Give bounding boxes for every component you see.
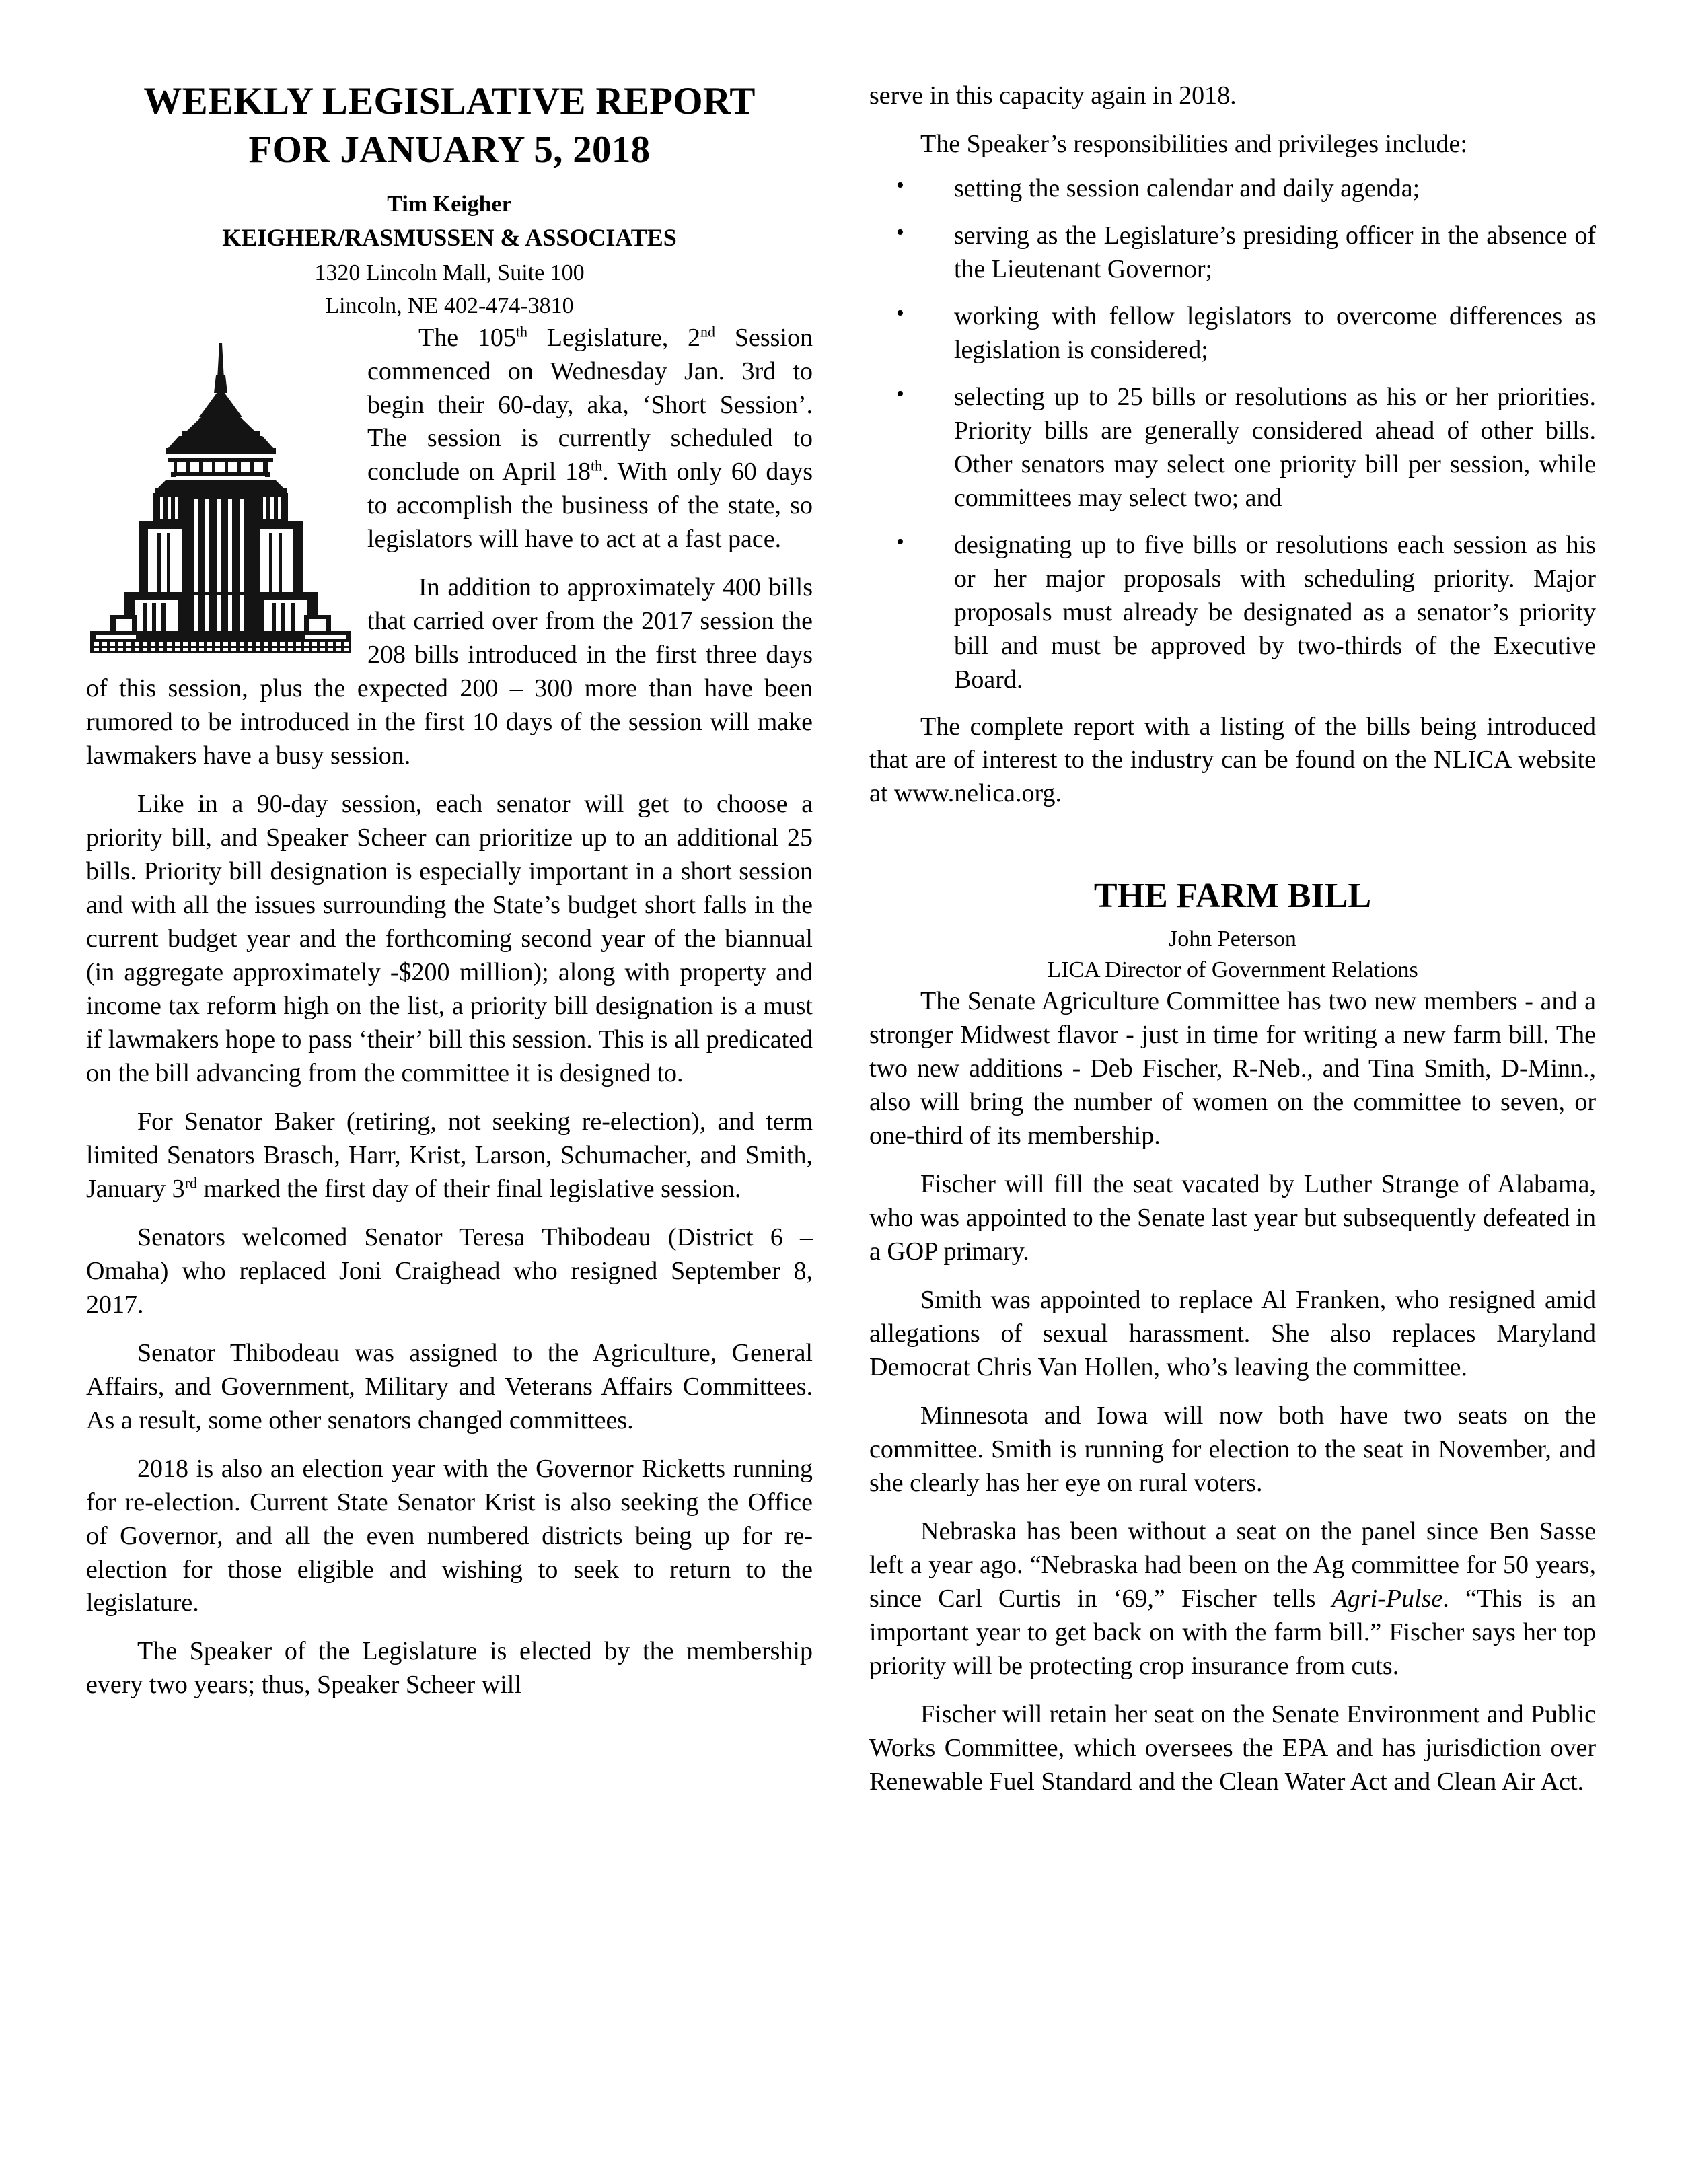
paragraph-speaker-continuation: serve in this capacity again in 2018. bbox=[869, 81, 1237, 110]
paragraph-nebraska-panel-history bbox=[869, 1515, 1596, 1683]
ordinal-suffix-18th: th bbox=[591, 457, 603, 474]
report-title-line-1: WEEKLY LEGISLATIVE REPORT bbox=[143, 80, 756, 122]
paragraph-complete-report-nlica: The complete report with a listing of the bills being introduced that are of interest to the industry can be found on the NLICA website at www.nelica.org. bbox=[869, 712, 1596, 808]
p1-part-d: . With only 60 days to accomplish the business of the state, so legislators will have to act at a fast pace. bbox=[367, 458, 813, 554]
paragraph-fischer-seat: Fischer will fill the seat vacated by Luther Strange of Alabama, who was appointed to the Senate last year but subsequently defeated in a GOP primary. bbox=[869, 1170, 1596, 1266]
speaker-responsibilities-list bbox=[869, 172, 1596, 697]
firm-name: KEIGHER/RASMUSSEN & ASSOCIATES bbox=[222, 223, 677, 251]
firm-address: 1320 Lincoln Mall, Suite 100 bbox=[314, 260, 585, 285]
publication-name-agri-pulse: Agri-Pulse bbox=[1331, 1584, 1443, 1613]
paragraph-fischer-epw-committee: Fischer will retain her seat on the Senate Environment and Public Works Committee, which oversees the EPA and has jurisdiction over Renewable Fuel Standard and the Clean Water Act and Clean Air Act. bbox=[869, 1700, 1596, 1796]
nebraska-capitol-icon bbox=[86, 331, 355, 653]
left-column bbox=[86, 79, 813, 2138]
paragraph-priority-bills: Like in a 90-day session, each senator will get to choose a priority bill, and Speaker Scheer can prioritize up to an additional 25 bills. Priority bill designation is especially important in a short session and with all the issues surrounding the State’s budget short falls in the current budget year and the forthcoming second year of the biannual (in aggregate approximately -$200 million); along with property and income tax reform high on the list, a priority bill designation is a must if lawmakers hope to pass ‘their’ bill this session. This is all predicated on the bill advancing from the committee it is designed to. bbox=[86, 790, 813, 1087]
right-column bbox=[869, 79, 1596, 2138]
p5-part-a: Nebraska has been without a seat on the panel since Ben Sasse left a year ago. “Nebraska had been on the Ag committee for 50 years, since Carl Curtis in ‘69,” Fischer tells bbox=[869, 1517, 1596, 1613]
paragraph-speaker-election: The Speaker of the Legislature is elected by the membership every two years; thus, Speaker Scheer will bbox=[86, 1637, 813, 1700]
p4-part-b: marked the first day of their final legislative session. bbox=[197, 1174, 741, 1203]
farm-bill-author-title: LICA Director of Government Relations bbox=[1047, 957, 1418, 982]
page-title bbox=[86, 79, 813, 172]
list-item: • setting the session calendar and daily agenda; bbox=[869, 172, 1596, 206]
report-title-line-2: FOR JANUARY 5, 2018 bbox=[248, 129, 651, 172]
p1-part-b: Legislature, 2 bbox=[527, 323, 701, 352]
ordinal-suffix-105th: th bbox=[515, 322, 528, 340]
author-name: Tim Keigher bbox=[387, 192, 512, 217]
paragraph-election-year: 2018 is also an election year with the Governor Ricketts running for re-election. Current State Senator Krist is also seeking the Office of Governor, and all the even numbered districts being up for re-election for those eligible and wishing to seek to return to the legislature. bbox=[86, 1454, 813, 1617]
farm-bill-author-name: John Peterson bbox=[1169, 926, 1296, 951]
masthead bbox=[86, 79, 813, 322]
two-column-layout bbox=[86, 79, 1596, 2138]
firm-city-phone: Lincoln, NE 402-474-3810 bbox=[325, 293, 574, 318]
list-item: • serving as the Legislature’s presiding officer in the absence of the Lieutenant Governor; bbox=[869, 219, 1596, 287]
p4-part-a: For Senator Baker (retiring, not seeking re-election), and term limited Senators Brasch, Harr, Krist, Larson, Schumacher, and Smith, January 3 bbox=[86, 1107, 813, 1203]
paragraph-smith-appointment: Smith was appointed to replace Al Franken, who resigned amid allegations of sexual harassment. She also replaces Maryland Democrat Chris Van Hollen, who’s leaving the committee. bbox=[869, 1285, 1596, 1381]
p5-part-b: . “This is an important year to get back on with the farm bill.” Fischer says her top priority will be protecting crop insurance from cuts. bbox=[869, 1584, 1596, 1680]
paragraph-thibodeau-welcome: Senators welcomed Senator Teresa Thibodeau (District 6 – Omaha) who replaced Joni Craighead who resigned September 8, 2017. bbox=[86, 1223, 813, 1319]
list-item: • working with fellow legislators to overcome differences as legislation is considered; bbox=[869, 300, 1596, 367]
ordinal-suffix-2nd: nd bbox=[700, 322, 716, 340]
ordinal-suffix-3rd: rd bbox=[184, 1174, 198, 1192]
paragraph-senate-ag-committee: The Senate Agriculture Committee has two new members - and a stronger Midwest flavor - just in time for writing a new farm bill. The two new additions - Deb Fischer, R-Neb., and Tina Smith, D-Minn., also will bring the number of women on the committee to seven, or one-third of its membership. bbox=[869, 987, 1596, 1151]
paragraph-speaker-duties-lead-in: The Speaker’s responsibilities and privileges include: bbox=[920, 129, 1467, 158]
paragraph-committee-assignments: Senator Thibodeau was assigned to the Agriculture, General Affairs, and Government, Military and Veterans Affairs Committees. As a result, some other senators changed committees. bbox=[86, 1338, 813, 1434]
p1-part-c: Session commenced on Wednesday Jan. 3rd to begin their 60-day, aka, ‘Short Session’. The session is currently scheduled to conclude on April 18 bbox=[367, 323, 813, 486]
section-heading-farm-bill: THE FARM BILL bbox=[1093, 877, 1372, 916]
paragraph-minnesota-iowa-seats: Minnesota and Iowa will now both have two seats on the committee. Smith is running for election to the seat in November, and she clearly has her eye on rural voters. bbox=[869, 1401, 1596, 1497]
paragraph-term-limited-senators bbox=[86, 1105, 813, 1206]
paragraph-bill-counts: In addition to approximately 400 bills that carried over from the 2017 session the 208 bills introduced in the first three days of this session, plus the expected 200 – 300 more than have been rumored to be introduced in the first 10 days of the session will make lawmakers have a busy session. bbox=[86, 573, 813, 770]
list-item: • designating up to five bills or resolutions each session as his or her major proposals with scheduling priority. Major proposals must already be designated as a senator’s priority bill and must be approved by two-thirds of the Executive Board. bbox=[869, 529, 1596, 697]
list-item: • selecting up to 25 bills or resolutions as his or her priorities. Priority bills are generally considered ahead of other bills. Other senators may select one priority bill per session, while committees may select two; and bbox=[869, 381, 1596, 515]
p1-part-a: The 105 bbox=[418, 323, 516, 352]
